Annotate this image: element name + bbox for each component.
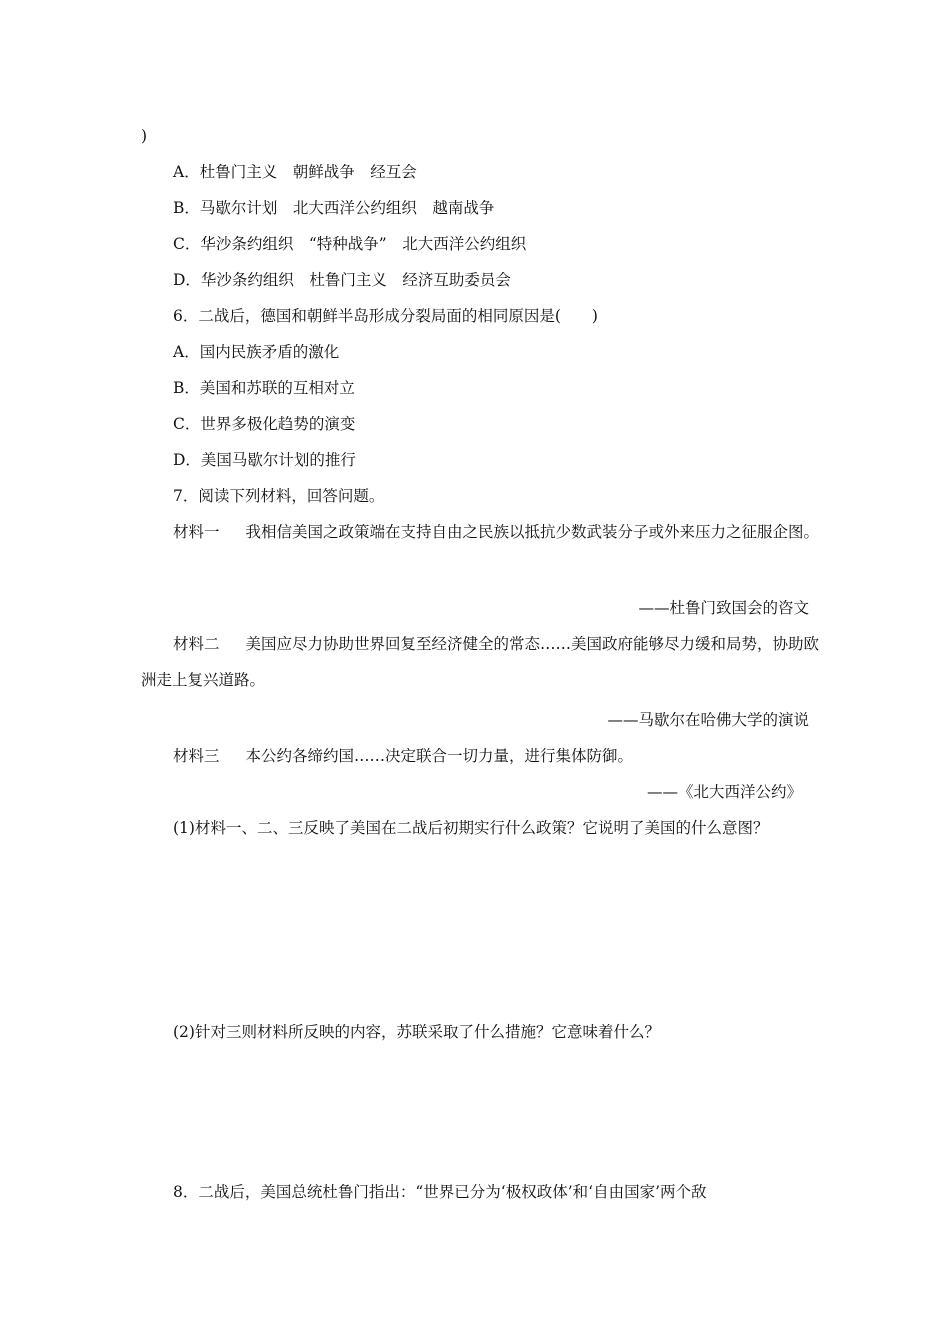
material-label: 材料二 (173, 635, 220, 653)
q7-material-3 (173, 746, 633, 766)
q6-stem: 6．二战后，德国和朝鲜半岛形成分裂局面的相同原因是( ) (173, 307, 598, 325)
q7-sub-question-2: (2)针对三则材料所反映的内容，苏联采取了什么措施？它意味着什么？ (173, 1023, 660, 1041)
q6-option-c: C．世界多极化趋势的演变 (173, 415, 356, 433)
q7-material-2-source: ——马歇尔在哈佛大学的演说 (607, 711, 809, 729)
q5-option-c: C．华沙条约组织 “特种战争” 北大西洋公约组织 (173, 235, 527, 253)
material-text: 美国应尽力协助世界回复至经济健全的常态……美国政府能够尽力缓和局势，协助欧洲走上复兴道路。 (141, 635, 820, 689)
q7-material-2 (141, 626, 821, 698)
q6-option-b: B．美国和苏联的互相对立 (173, 379, 355, 397)
material-label: 材料三 (173, 747, 220, 765)
q7-sub-question-1: (1)材料一、二、三反映了美国在二战后初期实行什么政策？它说明了美国的什么意图？ (173, 819, 769, 837)
q5-stem-tail: ) (141, 127, 148, 145)
q5-option-d: D．华沙条约组织 杜鲁门主义 经济互助委员会 (173, 271, 511, 289)
q5-option-b: B．马歇尔计划 北大西洋公约组织 越南战争 (173, 199, 495, 217)
q7-stem: 7．阅读下列材料，回答问题。 (173, 487, 385, 505)
material-text: 本公约各缔约国……决定联合一切力量，进行集体防御。 (245, 747, 634, 765)
q8-stem: 8．二战后，美国总统杜鲁门指出：“世界已分为‘极权政体’和‘自由国家’两个敌 (173, 1183, 707, 1201)
q5-option-a: A．杜鲁门主义 朝鲜战争 经互会 (173, 163, 417, 181)
material-text: 我相信美国之政策端在支持自由之民族以抵抗少数武装分子或外来压力之征服企图。 (245, 523, 820, 541)
q6-option-d: D．美国马歇尔计划的推行 (173, 451, 356, 469)
q7-material-1 (141, 514, 821, 550)
material-label: 材料一 (173, 523, 220, 541)
q6-option-a: A．国内民族矛盾的激化 (173, 343, 340, 361)
q7-material-3-source: ——《北大西洋公约》 (646, 783, 802, 801)
q7-material-1-source: ——杜鲁门致国会的咨文 (638, 599, 809, 617)
